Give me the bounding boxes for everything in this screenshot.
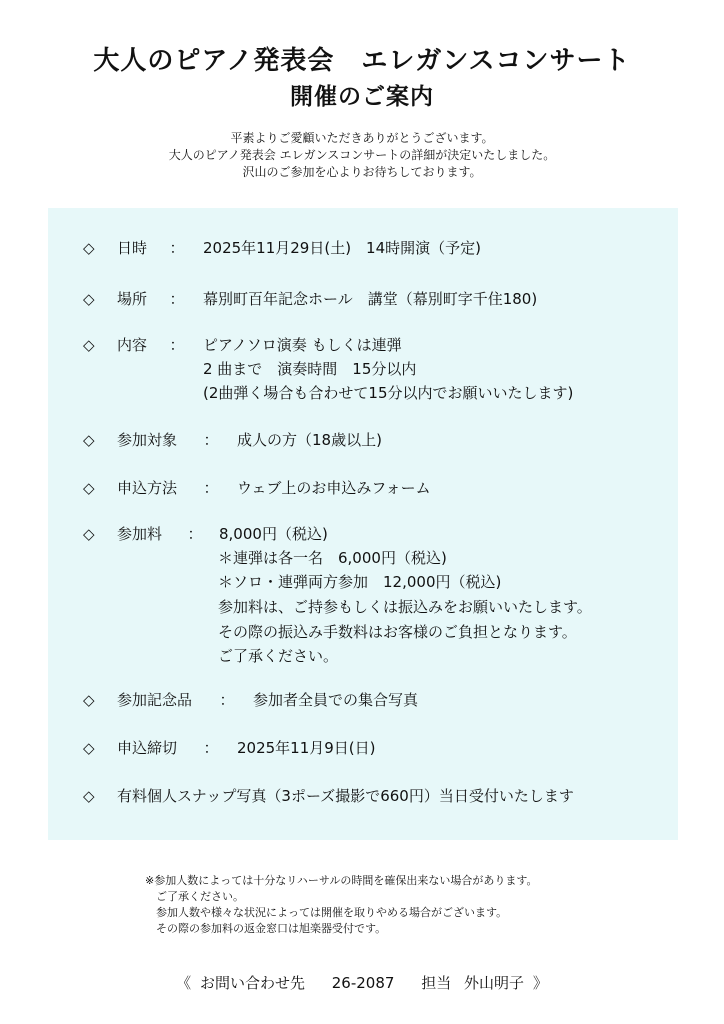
content-value: ピアノソロ演奏 もしくは連弾	[203, 336, 402, 354]
item-photo	[83, 784, 574, 808]
contact-phone: 26-2087	[331, 974, 395, 992]
target-separator: ：	[203, 431, 219, 449]
diamond-bullet-icon: ◇	[83, 479, 95, 497]
venue-value: 幕別町百年記念ホール 講堂（幕別町字千住180)	[203, 290, 538, 308]
item-method	[83, 476, 431, 500]
contact-label: お問い合わせ先	[199, 974, 305, 992]
contact-person: 外山明子	[464, 974, 525, 992]
method-separator: ：	[203, 479, 219, 497]
contact-open-bracket: 《	[176, 974, 192, 992]
deadline-value: 2025年11月9日(日)	[237, 739, 376, 757]
diamond-bullet-icon: ◇	[83, 431, 95, 449]
diamond-bullet-icon: ◇	[83, 691, 95, 709]
diamond-bullet-icon: ◇	[83, 787, 95, 805]
gift-separator: ：	[219, 691, 235, 709]
deadline-label: 申込締切	[117, 739, 178, 757]
item-deadline	[83, 736, 376, 760]
item-target	[83, 428, 382, 452]
fee-line-2: ＊連弾は各一名 6,000円（税込)	[218, 549, 447, 567]
gift-value: 参加者全員での集合写真	[253, 691, 419, 709]
note-line-2: ご了承ください。	[156, 890, 244, 903]
diamond-bullet-icon: ◇	[83, 336, 95, 354]
diamond-bullet-icon: ◇	[83, 525, 95, 543]
fee-line-4: 参加料は、ご持参もしくは振込みをお願いいたします。	[218, 598, 592, 616]
item-gift	[83, 688, 418, 712]
fee-label: 参加料	[117, 525, 163, 543]
contact-line	[0, 972, 724, 993]
datetime-value: 2025年11月29日(土) 14時開演（予定)	[203, 239, 481, 257]
item-venue	[83, 287, 537, 311]
gift-label: 参加記念品	[117, 691, 193, 709]
note-line-4: その際の参加料の返金窓口は旭楽器受付です。	[156, 922, 387, 935]
note-line-1: ※参加人数によっては十分なリハーサルの時間を確保出来ない場合があります。	[145, 874, 538, 887]
diamond-bullet-icon: ◇	[83, 290, 95, 308]
intro-line-3: 沢山のご参加を心よりお待ちしております。	[242, 165, 482, 179]
content-separator: ：	[169, 336, 185, 354]
content-line-2: 2 曲まで 演奏時間 15分以内	[203, 360, 417, 378]
method-value: ウェブ上のお申込みフォーム	[237, 479, 431, 497]
diamond-bullet-icon: ◇	[83, 239, 95, 257]
venue-label: 場所	[117, 290, 148, 308]
content-line-3: (2曲弾く場合も合わせて15分以内でお願いいたします)	[203, 384, 574, 402]
item-content	[83, 333, 402, 357]
target-value: 成人の方（18歳以上)	[237, 431, 382, 449]
page-subtitle: 開催のご案内	[290, 84, 434, 110]
notes	[145, 873, 537, 937]
contact-close-bracket: 》	[532, 974, 548, 992]
fee-value: 8,000円（税込)	[219, 525, 328, 543]
datetime-label: 日時	[117, 239, 148, 257]
venue-separator: ：	[169, 290, 185, 308]
note-line-3: 参加人数や様々な状況によっては開催を取りやめる場合がございます。	[156, 906, 508, 919]
method-label: 申込方法	[117, 479, 178, 497]
intro-line-1: 平素よりご愛顧いただきありがとうございます。	[230, 131, 494, 145]
fee-separator: ：	[187, 525, 203, 543]
intro-line-2: 大人のピアノ発表会 エレガンスコンサートの詳細が決定いたしました。	[168, 148, 556, 162]
intro-text	[0, 130, 724, 181]
photo-text: 有料個人スナップ写真（3ポーズ撮影で660円）当日受付いたします	[117, 787, 574, 805]
target-label: 参加対象	[117, 431, 178, 449]
page-title: 大人のピアノ発表会 エレガンスコンサート	[93, 46, 631, 76]
fee-line-6: ご了承ください。	[218, 647, 339, 665]
fee-line-3: ＊ソロ・連弾両方参加 12,000円（税込)	[218, 573, 502, 591]
fee-line-5: その際の振込み手数料はお客様のご負担となります。	[218, 623, 577, 641]
item-fee	[83, 522, 328, 546]
datetime-separator: ：	[169, 239, 185, 257]
contact-person-label: 担当	[421, 974, 452, 992]
content-label: 内容	[117, 336, 148, 354]
deadline-separator: ：	[203, 739, 219, 757]
diamond-bullet-icon: ◇	[83, 739, 95, 757]
item-datetime	[83, 236, 481, 260]
